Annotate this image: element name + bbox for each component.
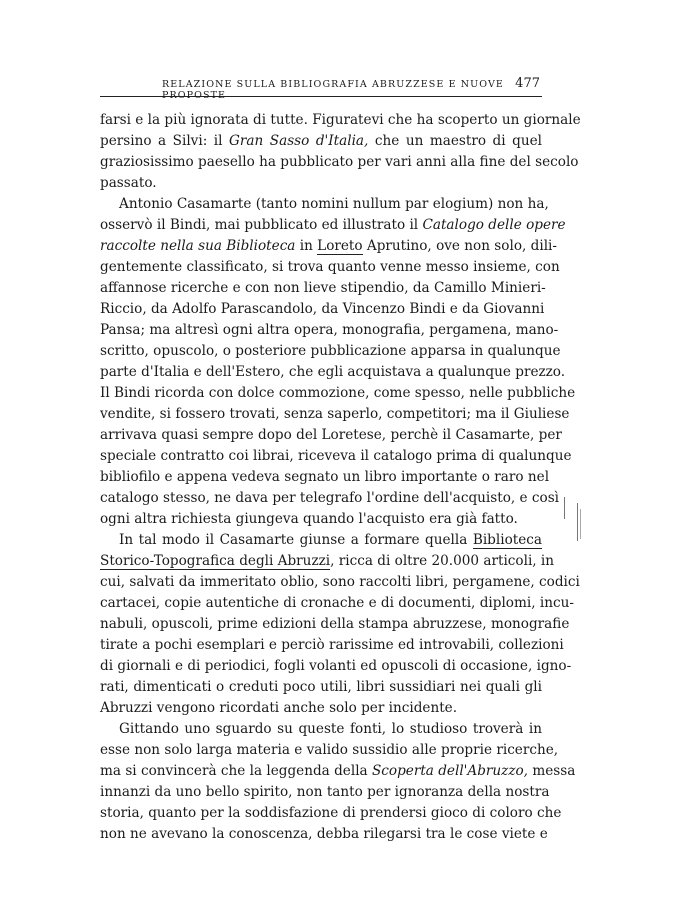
text-line: graziosissimo paesello ha pubblicato per vari anni alla fine del secolo	[100, 154, 579, 170]
legend-title: Scoperta dell'Abruzzo,	[371, 763, 529, 779]
underlined-library-cont: Storico-Topografica degli Abruzzi	[100, 553, 331, 569]
text-line: ogni altra richiesta giungeva quando l'acquisto era già fatto.	[100, 511, 518, 527]
text-line: cui, salvati da immeritato oblio, sono raccolti libri, pergamene, codici	[100, 574, 580, 590]
text-line: Il Bindi ricorda con dolce commozione, come spesso, nelle pubbliche	[100, 385, 576, 401]
text-line: rati, dimenticati o creduti poco utili, libri sussidiari nei quali gli	[100, 679, 542, 695]
text-line: cartacei, copie autentiche di cronache e di documenti, diplomi, incu-	[100, 595, 574, 611]
text-line: parte d'Italia e dell'Estero, che egli acquistava a qualunque prezzo.	[100, 364, 566, 380]
text-line: affannose ricerche e con non lieve stipendio, da Camillo Minieri-	[100, 280, 546, 296]
underlined-place: Loreto	[317, 238, 363, 254]
text-line: nabuli, opuscoli, prime edizioni della stampa abruzzese, monografie	[100, 616, 570, 632]
text-line: Gittando uno sguardo su queste fonti, lo studioso troverà in	[119, 721, 542, 737]
page-number: 477	[515, 76, 540, 91]
text-line: Pansa; ma altresì ogni altra opera, monografia, pergamena, mano-	[100, 322, 559, 338]
text-line: Antonio Casamarte (tanto nomini nullum par elogium) non ha,	[119, 196, 549, 212]
text-line: gentemente classificato, si trova quanto venne messo insieme, con	[100, 259, 560, 275]
text-line: storia, quanto per la soddisfazione di prendersi gioco di coloro che	[100, 805, 562, 821]
text-line: farsi e la più ignorata di tutte. Figuratevi che ha scoperto un giornale	[100, 112, 581, 128]
text-line: arrivava quasi sempre dopo del Loretese, perchè il Casamarte, per	[100, 427, 562, 443]
text-line: Riccio, da Adolfo Parascandolo, da Vincenzo Bindi e da Giovanni	[100, 301, 545, 317]
text-line: Storico-Topografica degli Abruzzi, ricca di oltre 20.000 articoli, in	[100, 553, 555, 569]
text-line: raccolte nella sua Biblioteca in Loreto Aprutino, ove non solo, dili-	[100, 238, 557, 254]
catalog-title: Catalogo delle opere	[422, 217, 566, 233]
text-line: In tal modo il Casamarte giunse a formare quella Biblioteca	[119, 532, 542, 548]
text-line: non ne avevano la conoscenza, debba rilegarsi tra le cose viete e	[100, 826, 548, 842]
text-line: passato.	[100, 175, 157, 191]
text-line: vendite, si fossero trovati, senza saperlo, competitori; ma il Giuliese	[100, 406, 570, 422]
text-line: bibliofilo e appena vedeva segnato un libro importante o raro nel	[100, 469, 550, 485]
text-line: persino a Silvi: il Gran Sasso d'Italia, che un maestro di quel	[100, 133, 542, 149]
text-line: speciale contratto coi librai, riceveva il catalogo prima di qualunque	[100, 448, 572, 464]
text-line: osservò il Bindi, mai pubblicato ed illustrato il Catalogo delle opere	[100, 217, 566, 233]
underlined-library: Biblioteca	[472, 532, 542, 548]
text-line: esse non solo larga materia e valido sussidio alle proprie ricerche,	[100, 742, 559, 758]
running-header	[100, 76, 542, 101]
text-line: Abruzzi vengono ricordati anche solo per incidente.	[100, 700, 458, 716]
catalog-title-cont: raccolte nella sua Biblioteca	[100, 238, 296, 254]
running-title: RELAZIONE SULLA BIBLIOGRAFIA ABRUZZESE E NUOVE PROPOSTE	[162, 79, 504, 101]
text-line: tirate a pochi esemplari e perciò rarissime ed introvabili, collezioni	[100, 637, 564, 653]
text-line: ma si convincerà che la leggenda della Scoperta dell'Abruzzo, messa	[100, 763, 576, 779]
text-line: scritto, opuscolo, o posteriore pubblicazione apparsa in qualunque	[100, 343, 561, 359]
text-line: innanzi da uno bello spirito, non tanto per ignoranza della nostra	[100, 784, 550, 800]
body-text	[100, 110, 581, 845]
text-line: catalogo stesso, ne dava per telegrafo l'ordine dell'acquisto, e così	[100, 490, 560, 506]
margin-pencil-mark	[561, 497, 583, 545]
periodical-title: Gran Sasso d'Italia,	[229, 133, 369, 149]
text-line: di giornali e di periodici, fogli volanti ed opuscoli di occasione, igno-	[100, 658, 572, 674]
